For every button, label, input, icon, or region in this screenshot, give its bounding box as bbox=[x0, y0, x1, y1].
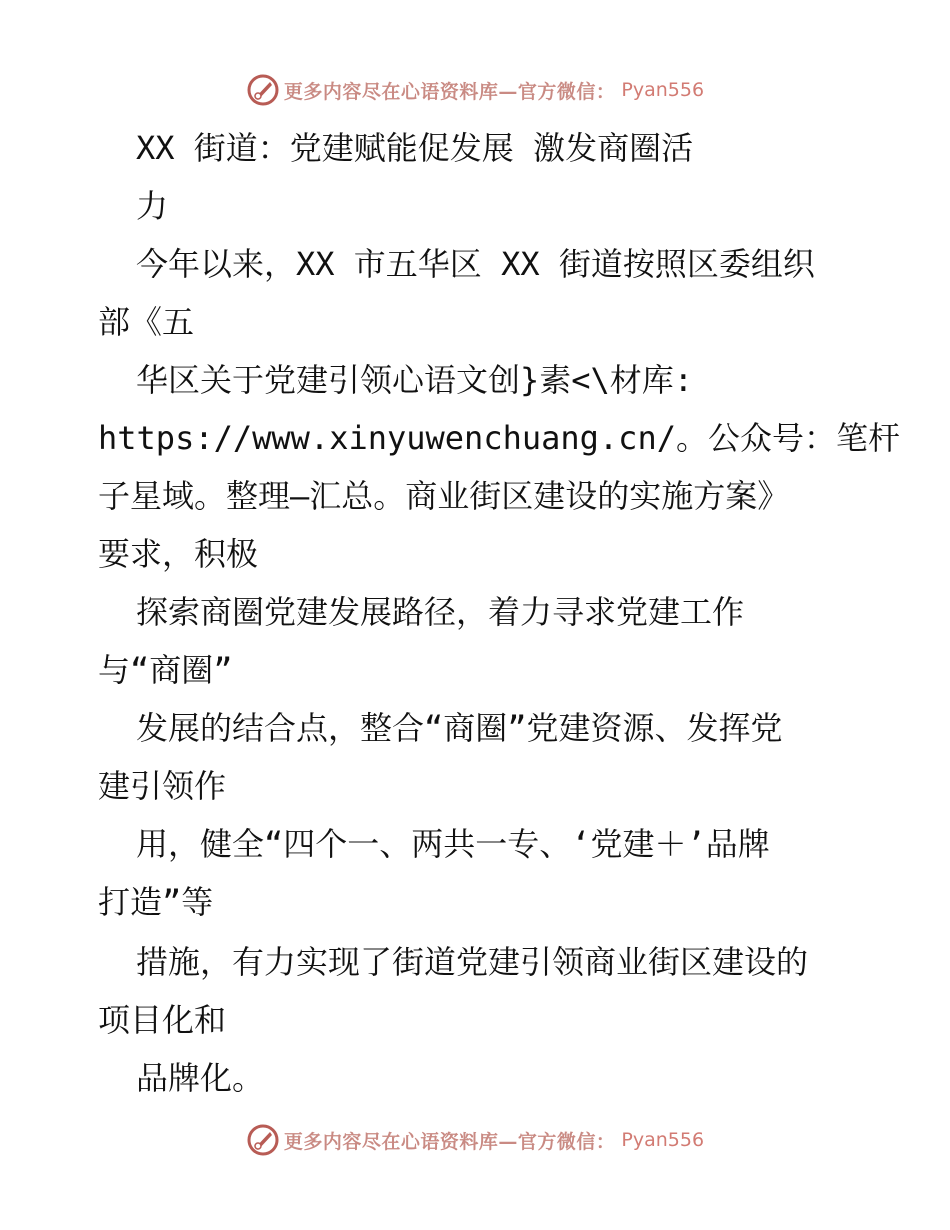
document-line: 措施，有力实现了街道党建引领商业街区建设的 bbox=[136, 943, 809, 981]
document-line: 今年以来，XX 市五华区 XX 街道按照区委组织 bbox=[136, 245, 815, 283]
quill-logo-icon bbox=[246, 1123, 280, 1157]
document-line: 部《五 bbox=[98, 303, 195, 341]
header-banner bbox=[0, 72, 950, 108]
document-line: 打造”等 bbox=[98, 883, 214, 921]
document-line: 要求，积极 bbox=[98, 535, 259, 573]
footer-banner-text: 更多内容尽在心语资料库—官方微信： bbox=[283, 1130, 616, 1153]
document-line: 建引领作 bbox=[98, 767, 227, 805]
document-line: 品牌化。 bbox=[136, 1059, 265, 1097]
footer-banner-contact: Pyan556 bbox=[621, 1129, 705, 1151]
document-line: 与“商圈” bbox=[98, 651, 233, 689]
document-line: 探索商圈党建发展路径，着力寻求党建工作 bbox=[136, 593, 745, 631]
header-banner-contact: Pyan556 bbox=[621, 79, 705, 101]
document-line: 子星域。整理—汇总。商业街区建设的实施方案》 bbox=[98, 477, 790, 515]
quill-logo-icon bbox=[246, 73, 280, 107]
document-line: 项目化和 bbox=[98, 1001, 227, 1039]
document-line: 发展的结合点，整合“商圈”党建资源、发挥党 bbox=[136, 709, 783, 747]
footer-banner bbox=[0, 1122, 950, 1158]
document-line: XX 街道：党建赋能促发展 激发商圈活 bbox=[136, 129, 694, 167]
document-line: https://www.xinyuwenchuang.cn/。公众号：笔杆 bbox=[98, 419, 900, 457]
document-line: 华区关于党建引领心语文创}素<\材库: bbox=[136, 361, 694, 399]
document-line: 力 bbox=[136, 187, 169, 225]
header-banner-text: 更多内容尽在心语资料库—官方微信： bbox=[283, 80, 616, 103]
document-line: 用，健全“四个一、两共一专、‘党建＋’品牌 bbox=[136, 825, 770, 863]
